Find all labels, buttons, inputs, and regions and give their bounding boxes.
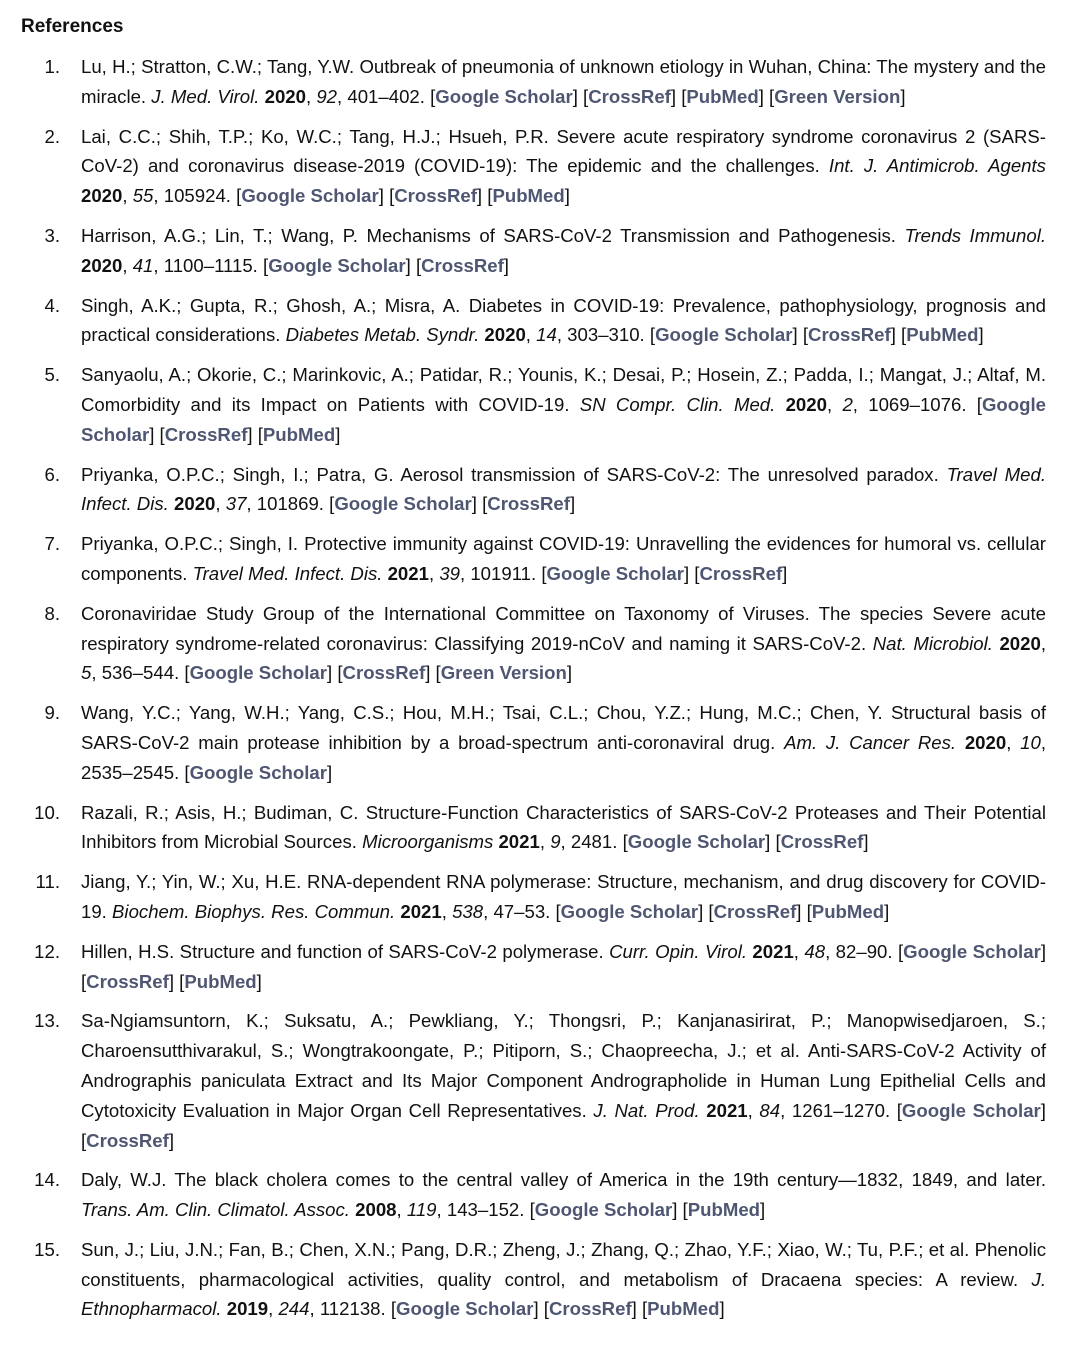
reference-pages: 143–152.: [446, 1199, 525, 1221]
reference-item: 4. Singh, A.K.; Gupta, R.; Ghosh, A.; Misra, A. Diabetes in COVID-19: Prevalence, pathophysiology, prognosis and practical considerations. Diabetes Metab. Syndr. 2020, 14, 303–310. [Google Scholar] [CrossRef] [PubMed]: [21, 291, 1046, 351]
reference-item: 5. Sanyaolu, A.; Okorie, C.; Marinkovic, A.; Patidar, R.; Younis, K.; Desai, P.; Hosein, Z.; Padda, I.; Mangat, J.; Altaf, M. Comorbidity and its Impact on Patients with COVID-19. SN Compr. Clin. Med. 2020, 2, 1069–1076. [Google Scholar] [CrossRef] [PubMed]: [21, 360, 1046, 449]
crossref-link[interactable]: CrossRef: [394, 185, 477, 207]
reference-year: 2021: [400, 900, 442, 922]
reference-authors-title: Lai, C.C.; Shih, T.P.; Ko, W.C.; Tang, H.J.; Hsueh, P.R. Severe acute respiratory syndrome coronavirus 2 (SARS-CoV-2) and coronavirus disease-2019 (COVID-19): The epidemic and the challenges.: [81, 125, 1046, 177]
reference-authors-title: Priyanka, O.P.C.; Singh, I.; Patra, G. Aerosol transmission of SARS-CoV-2: The unresolved paradox.: [81, 463, 939, 485]
reference-volume: 92: [316, 85, 338, 107]
google-scholar-link[interactable]: Google Scholar: [435, 85, 573, 107]
reference-pages: 1261–1270.: [791, 1099, 891, 1121]
reference-volume: 41: [132, 254, 154, 276]
reference-volume: 37: [225, 493, 247, 515]
reference-journal: Curr. Opin. Virol.: [609, 940, 747, 962]
reference-year: 2021: [387, 562, 429, 584]
google-scholar-link[interactable]: Google Scholar: [189, 761, 328, 783]
reference-pages: 401–402.: [347, 85, 425, 107]
crossref-link[interactable]: CrossRef: [86, 970, 169, 992]
reference-pages: 101911.: [470, 562, 537, 584]
pubmed-link[interactable]: PubMed: [492, 185, 565, 207]
reference-pages: 1100–1115.: [163, 254, 258, 276]
reference-journal: Nat. Microbiol.: [872, 632, 993, 654]
reference-number: 5.: [44, 364, 60, 386]
reference-journal: Microorganisms: [362, 831, 494, 853]
reference-item: 7. Priyanka, O.P.C.; Singh, I. Protective immunity against COVID-19: Unravelling the evidences for humoral vs. cellular components. Travel Med. Infect. Dis. 2021, 39, 101911. [Google Scholar] [CrossRef]: [21, 529, 1046, 589]
reference-journal: Int. J. Antimicrob. Agents: [828, 155, 1046, 177]
google-scholar-link[interactable]: Google Scholar: [655, 324, 793, 346]
reference-volume: 39: [439, 562, 460, 584]
reference-number: 14.: [34, 1169, 60, 1191]
reference-pages: 303–310.: [567, 324, 645, 346]
crossref-link[interactable]: CrossRef: [548, 1298, 632, 1320]
google-scholar-link[interactable]: Google Scholar: [901, 1099, 1041, 1121]
pubmed-link[interactable]: PubMed: [184, 970, 257, 992]
reference-year: 2020: [785, 393, 827, 415]
reference-number: 8.: [44, 602, 60, 624]
pubmed-link[interactable]: PubMed: [262, 423, 336, 445]
reference-journal: Diabetes Metab. Syndr.: [285, 324, 480, 346]
reference-year: 2021: [706, 1099, 748, 1121]
reference-item: 2. Lai, C.C.; Shih, T.P.; Ko, W.C.; Tang, H.J.; Hsueh, P.R. Severe acute respiratory syndrome coronavirus 2 (SARS-CoV-2) and coronavirus disease-2019 (COVID-19): The epidemic and the challenges. Int. J. Antimicrob. Agents 2020, 55, 105924. [Google Scholar] [CrossRef] [PubMed]: [21, 122, 1046, 211]
crossref-link[interactable]: CrossRef: [487, 493, 570, 515]
reference-volume: 9: [550, 831, 561, 853]
crossref-link[interactable]: CrossRef: [164, 423, 248, 445]
reference-journal: J. Ethnopharmacol.: [81, 1268, 1046, 1320]
google-scholar-link[interactable]: Google Scholar: [334, 493, 472, 515]
reference-item: 12. Hillen, H.S. Structure and function of SARS-CoV-2 polymerase. Curr. Opin. Virol. 2021, 48, 82–90. [Google Scholar] [CrossRef] [PubMed]: [21, 937, 1046, 997]
google-scholar-link[interactable]: Google Scholar: [627, 831, 766, 853]
reference-authors-title: Daly, W.J. The black cholera comes to the central valley of America in the 19th century—1832, 1849, and later.: [81, 1169, 1046, 1191]
reference-year: 2020: [81, 185, 123, 207]
reference-number: 12.: [34, 940, 60, 962]
reference-number: 4.: [44, 294, 60, 316]
reference-number: 13.: [34, 1010, 60, 1032]
google-scholar-link[interactable]: Google Scholar: [189, 662, 328, 684]
crossref-link[interactable]: CrossRef: [713, 900, 797, 922]
google-scholar-link[interactable]: Google Scholar: [268, 254, 406, 276]
reference-pages: 536–544.: [101, 662, 180, 684]
reference-journal: Am. J. Cancer Res.: [784, 731, 957, 753]
reference-pages: 47–53.: [493, 900, 551, 922]
reference-authors-title: Sun, J.; Liu, J.N.; Fan, B.; Chen, X.N.; Pang, D.R.; Zheng, J.; Zhang, Q.; Zhao, Y.F.; Xiao, W.; Tu, P.F.; et al. Phenolic constituents, pharmacological activities, quality control, and metabolism of Dracaena species: A review.: [81, 1238, 1046, 1290]
reference-authors-title: Hillen, H.S. Structure and function of SARS-CoV-2 polymerase.: [81, 940, 604, 962]
reference-journal: Trends Immunol.: [904, 224, 1046, 246]
reference-item: 9. Wang, Y.C.; Yang, W.H.; Yang, C.S.; Hou, M.H.; Tsai, C.L.; Chou, Y.Z.; Hung, M.C.; Chen, Y. Structural basis of SARS-CoV-2 main protease inhibition by a broad-spectrum anti-coronaviral drug. Am. J. Cancer Res. 2020, 10, 2535–2545. [Google Scholar]: [21, 698, 1046, 787]
reference-item: 10. Razali, R.; Asis, H.; Budiman, C. Structure-Function Characteristics of SARS-CoV-2 Proteases and Their Potential Inhibitors from Microbial Sources. Microorganisms 2021, 9, 2481. [Google Scholar] [CrossRef]: [21, 798, 1046, 858]
reference-year: 2019: [226, 1298, 269, 1320]
reference-pages: 82–90.: [835, 940, 893, 962]
reference-year: 2020: [484, 324, 526, 346]
google-scholar-link[interactable]: Google Scholar: [81, 393, 1047, 445]
crossref-link[interactable]: CrossRef: [86, 1129, 169, 1151]
reference-volume: 55: [132, 185, 154, 207]
reference-journal: Biochem. Biophys. Res. Commun.: [112, 900, 396, 922]
reference-year: 2020: [999, 632, 1041, 654]
reference-year: 2020: [174, 493, 216, 515]
reference-pages: 112138.: [319, 1298, 386, 1320]
reference-authors-title: Sanyaolu, A.; Okorie, C.; Marinkovic, A.; Patidar, R.; Younis, K.; Desai, P.; Hosein, Z.; Padda, I.; Mangat, J.; Altaf, M. Comorbidity and its Impact on Patients with COVID-19.: [81, 364, 1046, 415]
reference-pages: 1069–1076.: [868, 393, 967, 415]
reference-number: 3.: [44, 224, 60, 246]
crossref-link[interactable]: CrossRef: [780, 831, 864, 853]
green-version-link[interactable]: Green Version: [440, 662, 567, 684]
reference-volume: 538: [452, 900, 484, 922]
reference-authors-title: Wang, Y.C.; Yang, W.H.; Yang, C.S.; Hou, M.H.; Tsai, C.L.; Chou, Y.Z.; Hung, M.C.; Chen, Y. Structural basis of SARS-CoV-2 main protease inhibition by a broad-spectrum anti-coronaviral drug.: [81, 702, 1046, 753]
reference-authors-title: Jiang, Y.; Yin, W.; Xu, H.E. RNA-dependent RNA polymerase: Structure, mechanism, and drug discovery for COVID-19.: [81, 871, 1046, 922]
reference-list: [21, 52, 1046, 1324]
pubmed-link[interactable]: PubMed: [686, 85, 759, 107]
crossref-link[interactable]: CrossRef: [588, 85, 671, 107]
reference-authors-title: Lu, H.; Stratton, C.W.; Tang, Y.W. Outbreak of pneumonia of unknown etiology in Wuhan, China: The mystery and the miracle.: [81, 56, 1046, 107]
reference-journal: Travel Med. Infect. Dis.: [192, 562, 383, 584]
reference-item: 8. Coronaviridae Study Group of the International Committee on Taxonomy of Viruses. The species Severe acute respiratory syndrome-related coronavirus: Classifying 2019-nCoV and naming it SARS-CoV-2. Nat. Microbiol. 2020, 5, 536–544. [Google Scholar] [CrossRef] [Green Version]: [21, 599, 1046, 688]
reference-number: 6.: [44, 463, 60, 485]
reference-volume: 48: [804, 940, 826, 962]
reference-pages: 101869.: [256, 493, 324, 515]
references-heading: References: [21, 16, 124, 37]
reference-item: 11. Jiang, Y.; Yin, W.; Xu, H.E. RNA-dependent RNA polymerase: Structure, mechanism, and drug discovery for COVID-19. Biochem. Biophys. Res. Commun. 2021, 538, 47–53. [Google Scholar] [CrossRef] [PubMed]: [21, 867, 1046, 927]
reference-item: 15. Sun, J.; Liu, J.N.; Fan, B.; Chen, X.N.; Pang, D.R.; Zheng, J.; Zhang, Q.; Zhao, Y.F.; Xiao, W.; Tu, P.F.; et al. Phenolic constituents, pharmacological activities, quality control, and metabolism of Dracaena species: A review. J. Ethnopharmacol. 2019, 244, 112138. [Google Scholar] [CrossRef] [PubMed]: [21, 1235, 1046, 1324]
reference-item: 13. Sa-Ngiamsuntorn, K.; Suksatu, A.; Pewkliang, Y.; Thongsri, P.; Kanjanasirirat, P.; Manopwisedjaroen, S.; Charoensutthivarakul, S.; Wongtrakoongate, P.; Pitiporn, S.; Chaopreecha, J.; et al. Anti-SARS-CoV-2 Activity of Andrographis paniculata Extract and Its Major Component Andrographolide in Human Lung Epithelial Cells and Cytotoxicity Evaluation in Major Organ Cell Representatives. J. Nat. Prod. 2021, 84, 1261–1270. [Google Scholar] [CrossRef]: [21, 1006, 1046, 1155]
google-scholar-link[interactable]: Google Scholar: [903, 940, 1041, 962]
reference-volume: 119: [406, 1199, 437, 1221]
green-version-link[interactable]: Green Version: [774, 85, 901, 107]
reference-number: 1.: [44, 56, 60, 77]
reference-pages: 2481.: [570, 831, 618, 853]
reference-item: 1. Lu, H.; Stratton, C.W.; Tang, Y.W. Outbreak of pneumonia of unknown etiology in Wuhan, China: The mystery and the miracle. J. Med. Virol. 2020, 92, 401–402. [Google Scholar] [CrossRef] [PubMed] [Green Version]: [21, 52, 1046, 112]
reference-year: 2021: [498, 831, 540, 853]
reference-authors-title: Razali, R.; Asis, H.; Budiman, C. Structure-Function Characteristics of SARS-CoV-2 Proteases and Their Potential Inhibitors from Microbial Sources.: [81, 801, 1046, 853]
reference-authors-title: Sa-Ngiamsuntorn, K.; Suksatu, A.; Pewkliang, Y.; Thongsri, P.; Kanjanasirirat, P.; Manopwisedjaroen, S.; Charoensutthivarakul, S.; Wongtrakoongate, P.; Pitiporn, S.; Chaopreecha, J.; et al. Anti-SARS-CoV-2 Activity of Andrographis paniculata Extract and Its Major Component Andrographolide in Human Lung Epithelial Cells and Cytotoxicity Evaluation in Major Organ Cell Representatives.: [81, 1010, 1046, 1121]
reference-volume: 84: [759, 1099, 781, 1121]
reference-authors-title: Singh, A.K.; Gupta, R.; Ghosh, A.; Misra, A. Diabetes in COVID-19: Prevalence, pathophysiology, prognosis and practical considerations.: [81, 294, 1046, 346]
reference-journal: Travel Med. Infect. Dis.: [81, 463, 1046, 515]
google-scholar-link[interactable]: Google Scholar: [241, 185, 379, 207]
pubmed-link[interactable]: PubMed: [906, 324, 979, 346]
reference-year: 2020: [964, 731, 1007, 753]
pubmed-link[interactable]: PubMed: [687, 1199, 761, 1221]
crossref-link[interactable]: CrossRef: [808, 324, 891, 346]
reference-volume: 10: [1020, 731, 1041, 753]
reference-number: 7.: [44, 533, 60, 555]
reference-item: 14. Daly, W.J. The black cholera comes to the central valley of America in the 19th century—1832, 1849, and later. Trans. Am. Clin. Climatol. Assoc. 2008, 119, 143–152. [Google Scholar] [PubMed]: [21, 1165, 1046, 1225]
reference-pages: 2535–2545.: [81, 761, 180, 783]
pubmed-link[interactable]: PubMed: [811, 900, 885, 922]
reference-journal: Trans. Am. Clin. Climatol. Assoc.: [81, 1199, 350, 1221]
reference-pages: 105924.: [163, 185, 231, 207]
reference-volume: 244: [278, 1298, 310, 1320]
reference-year: 2008: [355, 1199, 397, 1221]
reference-number: 11.: [35, 871, 60, 893]
reference-journal: J. Nat. Prod.: [593, 1099, 700, 1121]
google-scholar-link[interactable]: Google Scholar: [396, 1298, 534, 1320]
reference-journal: J. Med. Virol.: [151, 85, 260, 107]
reference-year: 2021: [752, 940, 794, 962]
reference-year: 2020: [81, 254, 123, 276]
reference-item: 6. Priyanka, O.P.C.; Singh, I.; Patra, G. Aerosol transmission of SARS-CoV-2: The unresolved paradox. Travel Med. Infect. Dis. 2020, 37, 101869. [Google Scholar] [CrossRef]: [21, 460, 1046, 520]
crossref-link[interactable]: CrossRef: [699, 562, 783, 584]
reference-authors-title: Coronaviridae Study Group of the International Committee on Taxonomy of Viruses. The species Severe acute respiratory syndrome-related coronavirus: Classifying 2019-nCoV and naming it SARS-CoV-2.: [81, 602, 1046, 654]
reference-journal: SN Compr. Clin. Med.: [579, 393, 776, 415]
crossref-link[interactable]: CrossRef: [342, 662, 426, 684]
reference-year: 2020: [264, 85, 306, 107]
reference-number: 10.: [34, 801, 60, 823]
reference-volume: 2: [842, 393, 853, 415]
google-scholar-link[interactable]: Google Scholar: [560, 900, 699, 922]
reference-authors-title: Harrison, A.G.; Lin, T.; Wang, P. Mechanisms of SARS-CoV-2 Transmission and Pathogenesis.: [81, 224, 896, 246]
pubmed-link[interactable]: PubMed: [647, 1298, 720, 1320]
crossref-link[interactable]: CrossRef: [421, 254, 504, 276]
google-scholar-link[interactable]: Google Scholar: [534, 1199, 673, 1221]
reference-number: 2.: [44, 125, 60, 147]
reference-number: 9.: [44, 702, 60, 724]
reference-authors-title: Priyanka, O.P.C.; Singh, I. Protective immunity against COVID-19: Unravelling the evidences for humoral vs. cellular components.: [81, 533, 1046, 584]
google-scholar-link[interactable]: Google Scholar: [546, 562, 684, 584]
reference-volume: 14: [536, 324, 557, 346]
reference-number: 15.: [34, 1238, 60, 1260]
reference-volume: 5: [81, 662, 92, 684]
reference-item: 3. Harrison, A.G.; Lin, T.; Wang, P. Mechanisms of SARS-CoV-2 Transmission and Pathogenesis. Trends Immunol. 2020, 41, 1100–1115. [Google Scholar] [CrossRef]: [21, 221, 1046, 281]
